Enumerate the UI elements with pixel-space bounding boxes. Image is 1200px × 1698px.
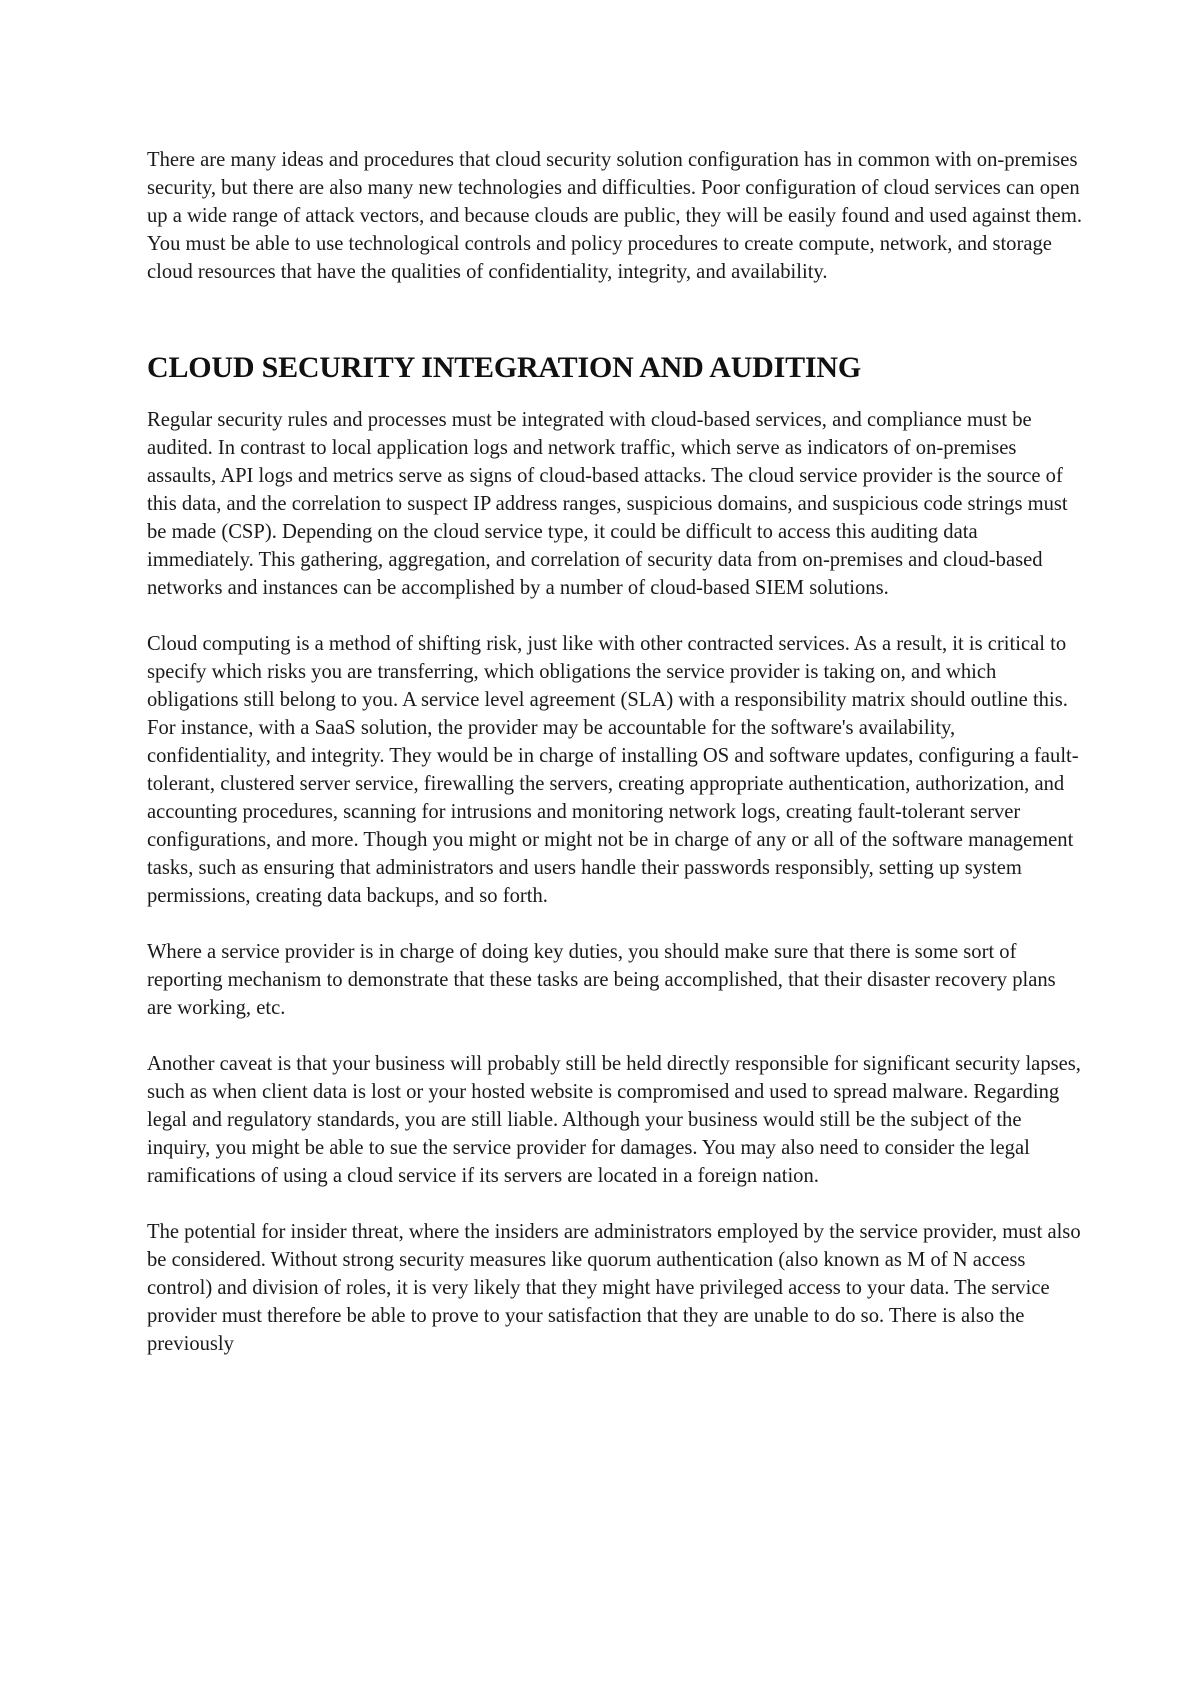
body-paragraph: Cloud computing is a method of shifting risk, just like with other contracted services. As a result, it is critical to specify which risks you are transferring, which obligations the service provider is taking on, and which obligations still belong to you. A service level agreement (SLA) with a responsibility matrix should outline this. For instance, with a SaaS solution, the provider may be accountable for the software's availability, confidentiality, and integrity. They would be in charge of installing OS and software updates, configuring a fault-tolerant, clustered server service, firewalling the servers, creating appropriate authentication, authorization, and accounting procedures, scanning for intrusions and monitoring network logs, creating fault-tolerant server configurations, and more. Though you might or might not be in charge of any or all of the software management tasks, such as ensuring that administrators and users handle their passwords responsibly, setting up system permissions, creating data backups, and so forth. xyxy=(147,633,1079,907)
spacer xyxy=(147,386,1082,406)
spacer xyxy=(147,286,1082,350)
spacer xyxy=(147,1190,1082,1218)
body-paragraph: Regular security rules and processes must be integrated with cloud-based services, and compliance must be audited. In contrast to local application logs and network traffic, which serve as indicators of on-premises assaults, API logs and metrics serve as signs of cloud-based attacks. The cloud service provider is the source of this data, and the correlation to suspect IP address ranges, suspicious domains, and suspicious code strings must be made (CSP). Depending on the cloud service type, it could be difficult to access this auditing data immediately. This gathering, aggregation, and correlation of security data from on-premises and cloud-based networks and instances can be accomplished by a number of cloud-based SIEM solutions. xyxy=(147,409,1068,599)
document-body xyxy=(147,146,1082,1358)
section-heading: CLOUD SECURITY INTEGRATION AND AUDITING xyxy=(147,351,861,384)
body-paragraph: Another caveat is that your business will probably still be held directly responsible for significant security lapses, such as when client data is lost or your hosted website is compromised and used to spread malware. Regarding legal and regulatory standards, you are still liable. Although your business would still be the subject of the inquiry, you might be able to sue the service provider for damages. You may also need to consider the legal ramifications of using a cloud service if its servers are located in a foreign nation. xyxy=(147,1053,1081,1187)
spacer xyxy=(147,1022,1082,1050)
body-paragraph: Where a service provider is in charge of doing key duties, you should make sure that there is some sort of reporting mechanism to demonstrate that these tasks are being accomplished, that their disaster recovery plans are working, etc. xyxy=(147,941,1056,1019)
spacer xyxy=(147,602,1082,630)
body-paragraph: The potential for insider threat, where the insiders are administrators employed by the service provider, must also be considered. Without strong security measures like quorum authentication (also known as M of N access control) and division of roles, it is very likely that they might have privileged access to your data. The service provider must therefore be able to prove to your satisfaction that they are unable to do so. There is also the previously xyxy=(147,1221,1081,1355)
spacer xyxy=(147,910,1082,938)
intro-paragraph: There are many ideas and procedures that cloud security solution configuration has in common with on-premises security, but there are also many new technologies and difficulties. Poor configuration of cloud services can open up a wide range of attack vectors, and because clouds are public, they will be easily found and used against them. You must be able to use technological controls and policy procedures to create compute, network, and storage cloud resources that have the qualities of confidentiality, integrity, and availability. xyxy=(147,149,1082,283)
